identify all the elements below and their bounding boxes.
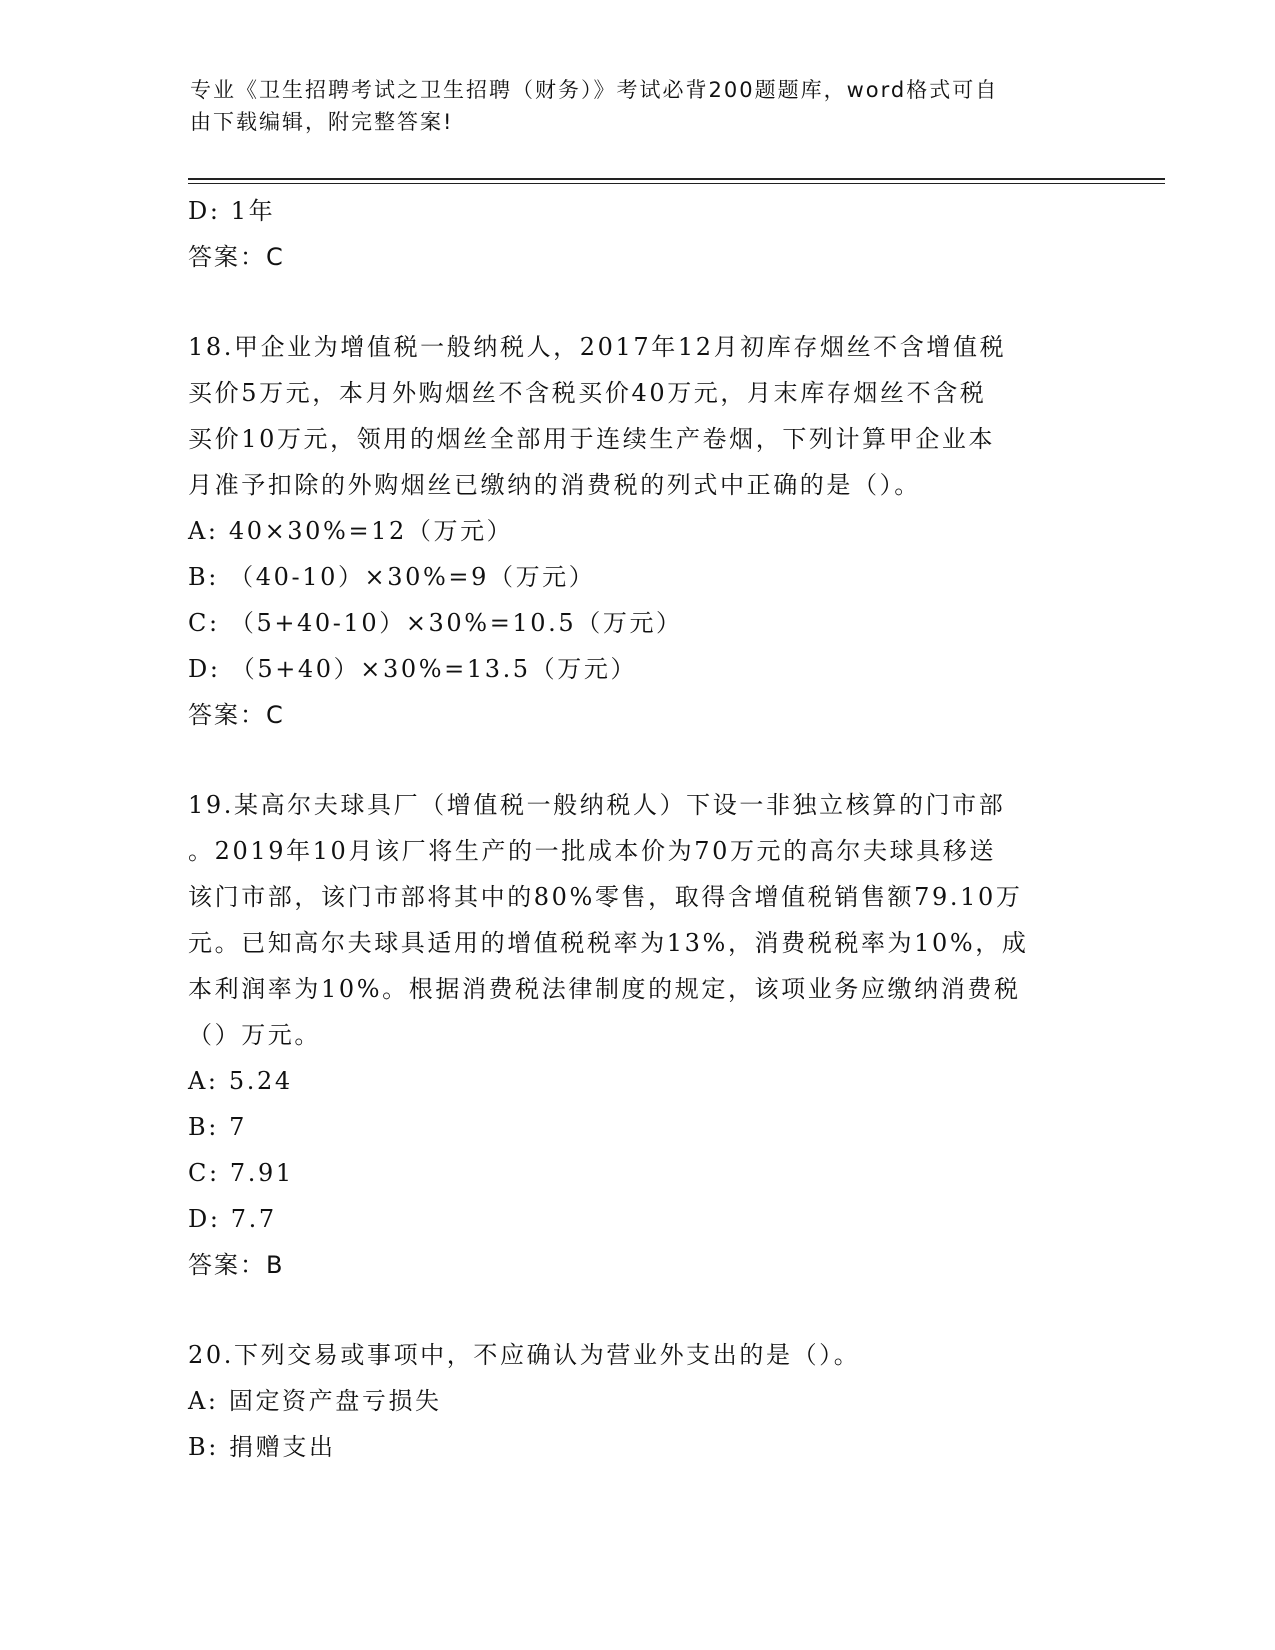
header-line-2: 由下载编辑，附完整答案! <box>190 110 454 134</box>
q18-answer: 答案：C <box>188 701 285 729</box>
q18-option-c: C: （5+40-10）×30%=10.5（万元） <box>188 609 683 637</box>
q17-option-d: D: 1年 <box>188 197 276 225</box>
q19-answer: 答案：B <box>188 1251 285 1279</box>
page-header <box>190 74 1090 138</box>
q20-stem-line: 20.下列交易或事项中，不应确认为营业外支出的是（）。 <box>188 1341 861 1369</box>
q18-stem-line: 月准予扣除的外购烟丝已缴纳的消费税的列式中正确的是（）。 <box>188 471 921 499</box>
q18-option-d: D: （5+40）×30%=13.5（万元） <box>188 655 638 683</box>
header-divider-thick <box>188 178 1165 180</box>
spacer <box>188 738 1088 782</box>
question-20 <box>188 1332 1088 1470</box>
q19-option-a: A: 5.24 <box>188 1067 293 1095</box>
q19-option-c: C: 7.91 <box>188 1159 294 1187</box>
spacer <box>188 1288 1088 1332</box>
q18-stem-line: 18.甲企业为增值税一般纳税人，2017年12月初库存烟丝不含增值税 <box>188 333 1007 361</box>
q20-option-b: B: 捐赠支出 <box>188 1433 336 1461</box>
q19-stem-line: （）万元。 <box>188 1021 321 1049</box>
question-content <box>188 188 1088 1470</box>
q19-stem-line: 元。已知高尔夫球具适用的增值税税率为13%，消费税税率为10%，成 <box>188 929 1029 957</box>
q17-answer: 答案：C <box>188 243 285 271</box>
header-line-1: 专业《卫生招聘考试之卫生招聘（财务）》考试必背200题题库，word格式可自 <box>190 78 999 102</box>
q19-stem-line: 本利润率为10%。根据消费税法律制度的规定，该项业务应缴纳消费税 <box>188 975 1021 1003</box>
header-divider-thin <box>188 183 1165 184</box>
q19-stem-line: 该门市部，该门市部将其中的80%零售，取得含增值税销售额79.10万 <box>188 883 1023 911</box>
q18-stem-line: 买价10万元，领用的烟丝全部用于连续生产卷烟，下列计算甲企业本 <box>188 425 996 453</box>
spacer <box>188 280 1088 324</box>
q18-option-b: B: （40-10）×30%=9（万元） <box>188 563 596 591</box>
q19-stem-line: 。2019年10月该厂将生产的一批成本价为70万元的高尔夫球具移送 <box>188 837 996 865</box>
q19-stem-line: 19.某高尔夫球具厂（增值税一般纳税人）下设一非独立核算的门市部 <box>188 791 1006 819</box>
q18-option-a: A: 40×30%=12（万元） <box>188 517 514 545</box>
q19-option-b: B: 7 <box>188 1113 248 1141</box>
q20-option-a: A: 固定资产盘亏损失 <box>188 1387 442 1415</box>
q18-stem-line: 买价5万元，本月外购烟丝不含税买价40万元，月末库存烟丝不含税 <box>188 379 987 407</box>
q19-option-d: D: 7.7 <box>188 1205 277 1233</box>
question-19 <box>188 782 1088 1288</box>
question-18 <box>188 324 1088 738</box>
